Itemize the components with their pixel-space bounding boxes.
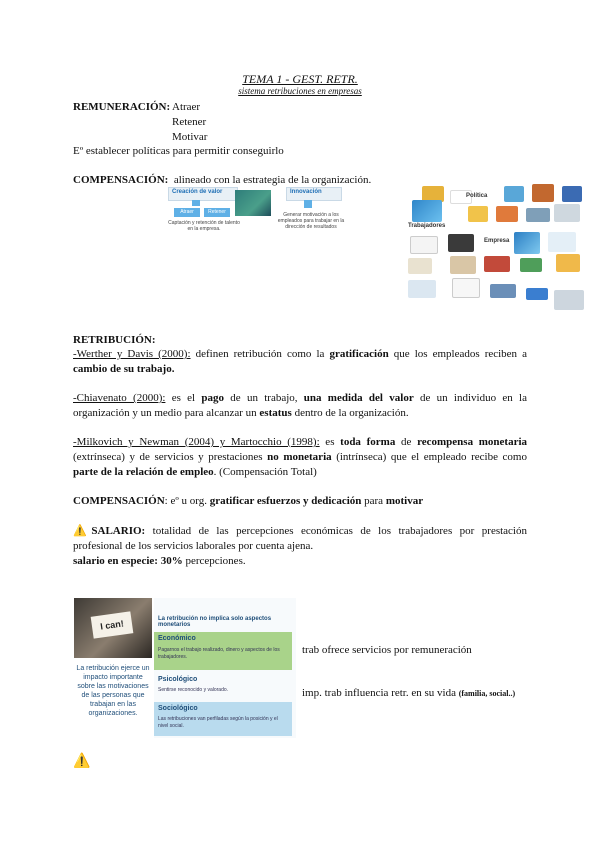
warning-icon: ⚠️ bbox=[73, 754, 91, 769]
diagram-right-caption: Generar motivación a los empleados para trabajar en la dirección de resultados bbox=[277, 212, 345, 230]
page-title: TEMA 1 - GEST. RETR. bbox=[242, 72, 358, 86]
collage-image bbox=[548, 232, 576, 252]
salario-line2: profesional de los servicios laborales por cuenta ajena. bbox=[73, 540, 314, 552]
collage-image bbox=[484, 256, 510, 272]
salario-line1: ⚠️SALARIO: totalidad de las percepciones económicas de los trabajadores por prestación bbox=[73, 525, 527, 537]
collage-image bbox=[496, 206, 518, 222]
card-text: I can! bbox=[91, 611, 134, 638]
collage-image bbox=[410, 236, 438, 254]
retribucion-p3-line3: parte de la relación de empleo. (Compensación Total) bbox=[73, 466, 317, 478]
collage-image bbox=[554, 204, 580, 222]
card-photo bbox=[74, 598, 152, 658]
collage-label-trabajadores: Trabajadores bbox=[408, 223, 446, 229]
figure-row-psicologico bbox=[154, 674, 292, 698]
compensacion-intro: COMPENSACIÓN: alineado con la estrategia de la organización. bbox=[73, 174, 372, 186]
diagram-photo bbox=[235, 190, 271, 216]
retribucion-label: RETRIBUCIÓN: bbox=[73, 334, 156, 346]
warning-icon: ⚠️ bbox=[73, 525, 92, 537]
compensacion-definition: COMPENSACIÓN: eº u org. gratificar esfuerzos y dedicación para motivar bbox=[73, 495, 424, 507]
collage-image bbox=[520, 258, 542, 272]
remuneracion-item-1: Atraer bbox=[172, 101, 201, 113]
row-text: Pagarnos el trabajo realizado, dinero y aspectos de los trabajadores. bbox=[158, 647, 280, 660]
compensation-diagram bbox=[168, 187, 348, 259]
diagram-retener: Retener bbox=[204, 208, 230, 217]
retribution-figure bbox=[74, 598, 296, 738]
row-title: Psicológico bbox=[158, 676, 198, 683]
page-subtitle: sistema retribuciones en empresas bbox=[238, 86, 362, 96]
figure-row-economico bbox=[154, 632, 292, 670]
collage-image bbox=[490, 284, 516, 298]
collage-image bbox=[504, 186, 524, 202]
collage-image bbox=[556, 254, 580, 272]
figure-left-caption: La retribución ejerce un impacto importante sobre las motivaciones de las personas que trabajan en las organizaciones. bbox=[76, 665, 150, 717]
remuneracion-label: REMUNERACIÓN: bbox=[73, 101, 171, 113]
row-title: Sociológico bbox=[158, 705, 198, 712]
retribucion-p2-line1: -Chiavenato (2000): es el pago de un trabajo, una medida del valor de un individuo en la bbox=[73, 392, 527, 404]
diagram-right-header: Innovación bbox=[286, 187, 342, 201]
note-influencia: imp. trab influencia retr. en su vida (familia, social..) bbox=[302, 687, 516, 699]
collage-image bbox=[526, 208, 550, 222]
figure-row-sociologico bbox=[154, 702, 292, 736]
arrow-down-icon bbox=[192, 200, 200, 206]
row-text: Las retribuciones van perfiladas según la posición y el nivel social. bbox=[158, 716, 278, 729]
retribucion-p1-line2: cambio de su trabajo. bbox=[73, 363, 175, 375]
row-title: Económico bbox=[158, 635, 196, 642]
row-text: Sentirse reconocido y valorado. bbox=[158, 687, 229, 693]
collage-image bbox=[408, 258, 432, 274]
figure-right-panel bbox=[154, 598, 296, 738]
collage-image bbox=[412, 200, 442, 222]
arrow-down-icon bbox=[304, 200, 312, 208]
collage-label-empresa: Empresa bbox=[484, 238, 510, 244]
collage-image bbox=[554, 290, 584, 310]
salario-especie: salario en especie: 30% percepciones. bbox=[73, 555, 246, 567]
diagram-left-header: Creación de valor bbox=[168, 187, 238, 201]
collage-image bbox=[562, 186, 582, 202]
remuneracion-item-2: Retener bbox=[172, 116, 207, 128]
collage-image bbox=[532, 184, 554, 202]
diagram-left-caption: Captación y retención de talento en la empresa. bbox=[168, 220, 240, 232]
collage-image bbox=[450, 256, 476, 274]
note-servicios: trab ofrece servicios por remuneración bbox=[302, 644, 472, 656]
collage-image bbox=[514, 232, 540, 254]
retribucion-p2-line2: organización y un medio para alcanzar un estatus dentro de la organización. bbox=[73, 407, 409, 419]
retribucion-p1-line1: -Werther y Davis (2000): definen retribución como la gratificación que los empleados reciben a bbox=[73, 348, 527, 360]
retribucion-p3-line1: -Milkovich y Newman (2004) y Martocchio (1998): es toda forma de recompensa monetaria bbox=[73, 436, 528, 448]
collage-image bbox=[408, 280, 436, 298]
collage-image bbox=[448, 234, 474, 252]
retribution-collage bbox=[404, 184, 594, 314]
collage-image bbox=[526, 288, 548, 300]
collage-label-politica: Política bbox=[466, 193, 488, 199]
remuneracion-item-3: Motivar bbox=[172, 131, 208, 143]
collage-image bbox=[468, 206, 488, 222]
diagram-atraer: Atraer bbox=[174, 208, 200, 217]
figure-right-title: La retribución no implica solo aspectos monetarios bbox=[158, 616, 272, 628]
remuneracion-note: Eº establecer políticas para permitir conseguirlo bbox=[73, 145, 284, 157]
retribucion-p3-line2: (extrínseca) y de servicios y prestaciones no monetaria (intrínseca) que el empleado recibe como bbox=[73, 451, 527, 463]
collage-image bbox=[452, 278, 480, 298]
